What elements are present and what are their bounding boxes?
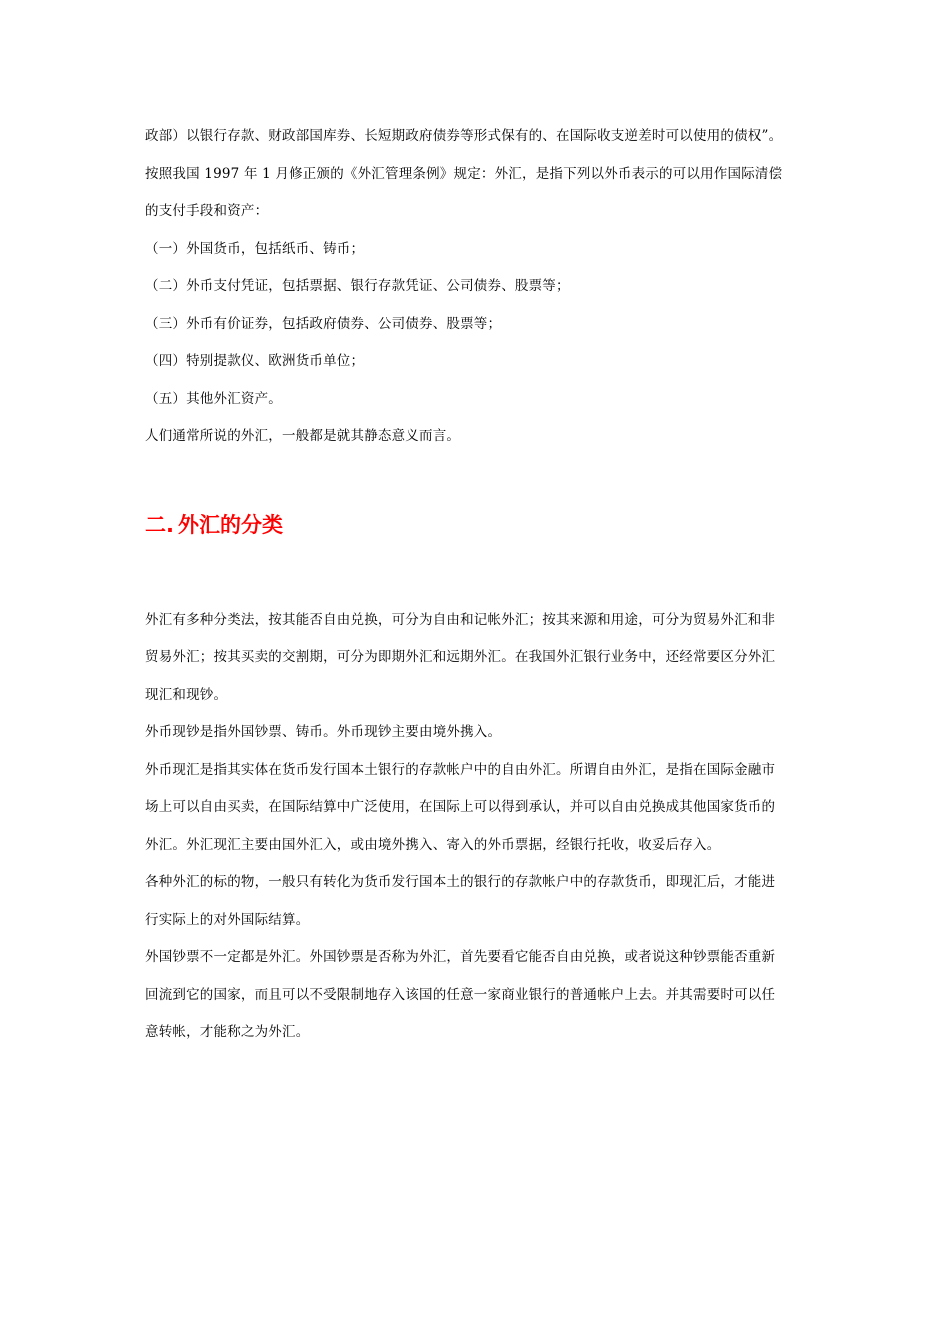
section-number: 二. bbox=[145, 512, 174, 537]
list-item: （五）其他外汇资产。 bbox=[145, 390, 282, 407]
text-line: 外汇。外汇现汇主要由国外汇入，或由境外携入、寄入的外币票据，经银行托收，收妥后存入。 bbox=[145, 836, 721, 853]
section-intro-text bbox=[145, 124, 810, 462]
text-line: 意转帐，才能称之为外汇。 bbox=[145, 1024, 310, 1040]
text-line: 各种外汇的标的物，一般只有转化为货币发行国本土的银行的存款帐户中的存款货币，即现汇后，才能进 bbox=[145, 874, 776, 890]
text-line: 按照我国 1997 年 1 月修正颁的《外汇管理条例》规定：外汇，是指下列以外币表示的可以用作国际清偿 bbox=[145, 165, 783, 182]
text-line: 外币现汇是指其实体在货币发行国本土银行的存款帐户中的自由外汇。所谓自由外汇，是指在国际金融市 bbox=[145, 761, 776, 778]
text-line: 场上可以自由买卖，在国际结算中广泛使用，在国际上可以得到承认，并可以自由兑换成其他国家货币的 bbox=[145, 799, 776, 815]
list-item: （一）外国货币，包括纸币、铸币； bbox=[145, 240, 365, 257]
text-line: 贸易外汇；按其买卖的交割期，可分为即期外汇和远期外汇。在我国外汇银行业务中，还经常要区分外汇 bbox=[145, 649, 776, 665]
list-item: （二）外币支付凭证，包括票据、银行存款凭证、公司债券、股票等； bbox=[145, 278, 570, 294]
text-line: 外币现钞是指外国钞票、铸币。外币现钞主要由境外携入。 bbox=[145, 724, 502, 740]
text-line: 人们通常所说的外汇，一般都是就其静态意义而言。 bbox=[145, 428, 461, 444]
text-line: 回流到它的国家，而且可以不受限制地存入该国的任意一家商业银行的普通帐户上去。并其需要时可以任 bbox=[145, 986, 776, 1003]
text-line: 行实际上的对外国际结算。 bbox=[145, 911, 310, 928]
text-line: 外国钞票不一定都是外汇。外国钞票是否称为外汇，首先要看它能否自由兑换，或者说这种钞票能否重新 bbox=[145, 949, 776, 965]
section-heading bbox=[145, 511, 810, 539]
document-body bbox=[145, 124, 810, 1058]
text-line: 外汇有多种分类法，按其能否自由兑换，可分为自由和记帐外汇；按其来源和用途，可分为贸易外汇和非 bbox=[145, 611, 776, 628]
list-item: （三）外币有价证券，包括政府债券、公司债券、股票等； bbox=[145, 315, 502, 332]
section-classification-text bbox=[145, 608, 810, 1058]
text-line: 政部）以银行存款、财政部国库券、长短期政府债券等形式保有的、在国际收支逆差时可以使用的债权”。 bbox=[145, 128, 783, 144]
text-line: 的支付手段和资产： bbox=[145, 203, 269, 219]
section-title: 外汇的分类 bbox=[177, 512, 283, 537]
list-item: （四）特别提款仪、欧洲货币单位； bbox=[145, 353, 365, 369]
text-line: 现汇和现钞。 bbox=[145, 686, 228, 703]
